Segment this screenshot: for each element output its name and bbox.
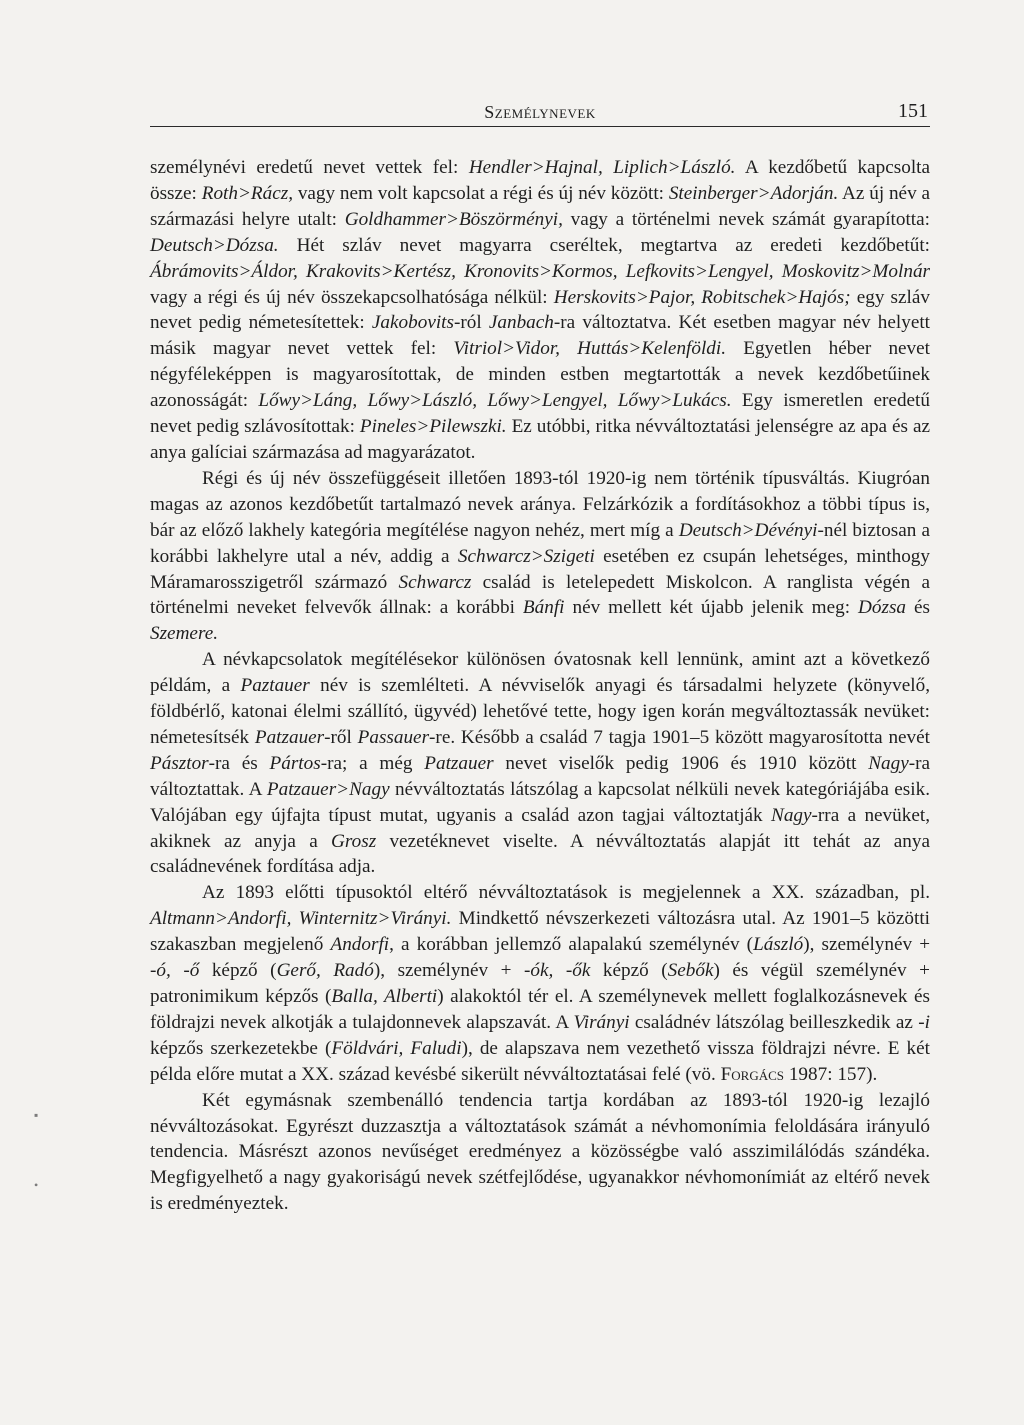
italic-name-example: -i — [918, 1011, 930, 1033]
italic-name-example: Patzauer — [254, 726, 325, 748]
text-run: Mindkettő névszerkezeti változásra utal. Az 1901–5 közötti szakaszban megjelenő — [150, 908, 930, 956]
running-head — [150, 100, 930, 127]
italic-name-example: Gerő, Radó — [276, 960, 374, 982]
italic-name-example: Altmann>Andorfi, Winternitz>Virányi. — [150, 908, 452, 930]
text-run: képző ( — [199, 960, 277, 982]
text-run: ) és végül személynév + patronimikum képzős ( — [150, 960, 931, 1007]
italic-name-example: Nagy — [868, 752, 909, 774]
text-run: , a korábban jellemző alapalakú személynév ( — [389, 934, 754, 956]
text-run: család is letelepedett Miskolcon. A ranglista végén a történelmi neveket felvevők állnak: a korábbi — [150, 571, 930, 619]
italic-name-example: Pártos — [269, 752, 321, 774]
italic-name-example: Vitriol>Vidor, Huttás>Kelenföldi. — [453, 338, 727, 360]
text-run: családnév látszólag beilleszkedik az — [629, 1011, 919, 1033]
italic-name-example: Herskovits>Pajor, Robitschek>Hajós; — [553, 286, 851, 308]
text-run: ), személynév + — [373, 960, 525, 982]
text-run: -ra változtattak. A — [150, 752, 931, 800]
text-run: -ra változtatva. Két esetben magyar név helyett másik magyar nevet vettek fel: — [150, 312, 930, 360]
text-run: ), személynév + — [803, 934, 931, 956]
text-run: név is szemlélteti. A névviselők anyagi és társadalmi helyzete (könyvelő, földbérlő, katonai élelmi szállító, ügyvéd) lehetővé tette, hogy igen korán megváltoztassák nevüket: németesítsék — [150, 675, 930, 748]
italic-name-example: László — [753, 934, 804, 956]
italic-name-example: Schwarcz — [398, 571, 472, 593]
paragraph — [150, 466, 930, 647]
text-run: A névkapcsolatok megítélésekor különösen óvatosnak kell lennünk, amint azt a következő példám, a — [150, 649, 930, 697]
text-run: személynévi eredetű nevet vettek fel: — [150, 157, 469, 178]
italic-name-example: Lőwy>Láng, Lőwy>László, Lőwy>Lengyel, Lőwy>Lukács. — [258, 390, 732, 412]
text-run: Régi és új név összefüggéseit illetően 1893-tól 1920-ig nem történik típusváltás. Kiugróan magas az azonos kezdőbetűt tartalmazó nevek aránya. Felzárkózik a fordításokhoz a többi típus is, bár az előző lakhely kategória megítélése nagyon nehéz, mert míg a — [150, 467, 930, 541]
text-run: A kezdőbetű kapcsolta össze: — [150, 157, 931, 204]
text-run: vezetéknevet viselte. A névváltoztatás alapját itt tehát az anya családnevének fordítása adja. — [150, 830, 930, 878]
text-run: névváltoztatás látszólag a kapcsolat nélküli nevek kategóriájába esik. Valójában egy újfajta típust mutat, ugyanis a család azon tagjai változtatják — [150, 778, 930, 826]
text-run: -rra a nevüket, akiknek az anyja a — [150, 804, 930, 852]
italic-name-example: Balla, Alberti — [331, 986, 438, 1007]
text-run: Ez utóbbi, ritka névváltoztatási jelenségre az apa és az anya galíciai származása ad magyarázatot. — [150, 416, 930, 463]
page-number: 151 — [898, 100, 928, 122]
italic-name-example: Szemere. — [150, 623, 219, 645]
italic-name-example: Andorfi — [330, 934, 390, 956]
text-run: képző ( — [590, 960, 668, 982]
text-run: nevet viselők pedig 1906 és 1910 között — [493, 752, 869, 774]
italic-name-example: Grosz — [331, 830, 377, 852]
italic-name-example: Hendler>Hajnal, Liplich>László. — [468, 157, 736, 178]
text-run: név mellett két újabb jelenik meg: — [564, 597, 859, 619]
scan-speck: ▪ — [34, 1108, 39, 1122]
text-run: -ről — [324, 726, 358, 748]
text-run: képzős szerkezetekbe ( — [150, 1037, 332, 1059]
italic-name-example: Steinberger>Adorján. — [668, 182, 839, 204]
text-run: vagy a régi és új név összekapcsolhatósága nélkül: — [150, 286, 554, 308]
author-citation: Forgács — [720, 1063, 785, 1085]
italic-name-example: Deutsch>Dózsa. — [150, 234, 279, 256]
paragraph — [150, 1088, 930, 1218]
text-run: egy szláv nevet pedig németesítettek: — [150, 286, 930, 334]
italic-name-example: Bánfi — [522, 597, 565, 619]
italic-name-example: Pásztor — [150, 752, 209, 774]
italic-name-example: Patzauer — [424, 752, 494, 774]
text-run: Hét szláv nevet magyarra cseréltek, megtartva az eredeti kezdőbetűt: — [278, 234, 930, 256]
italic-name-example: Sebők — [667, 960, 714, 982]
text-run: Két egymásnak szembenálló tendencia tartja kordában az 1893-tól 1920-ig lezajló névváltozásokat. Egyrészt duzzasztja a változtatások számát a névhomonímia feloldására irányuló tendencia. Másrészt azonos nevűséget eredményez a közösségbe való asszimilálódás szándéka. Megfigyelhető a nagy gyakoriságú nevek szétfejlődése, ugyanakkor névhomonímiát az eltérő nevek is eredményeztek. — [150, 1089, 930, 1215]
body-text — [150, 155, 930, 1217]
italic-name-example: Roth>Rácz, — [201, 182, 293, 204]
text-run: -nél biztosan a korábbi lakhelyre utal a név, addig a — [150, 519, 931, 567]
text-run: ) alakoktól tér el. A személynevek mellett foglalkozásnevek és földrajzi nevek alkotják a tulajdonnevek alapszavát. A — [150, 986, 930, 1033]
scan-speck: • — [34, 1178, 39, 1192]
text-run: vagy nem volt kapcsolat a régi és új név között: — [293, 182, 669, 204]
italic-name-example: Ábrámovits>Áldor, Krakovits>Kertész, Kronovits>Kormos, Lefkovits>Lengyel, Moskovitz>Molnár — [150, 260, 930, 282]
italic-name-example: Jakobovits — [371, 312, 454, 334]
paragraph — [150, 155, 930, 466]
text-run: -ra; a még — [320, 752, 425, 774]
italic-name-example: Schwarcz>Szigeti — [457, 545, 595, 567]
italic-name-example: Passauer — [357, 726, 430, 748]
italic-name-example: Deutsch>Dévényi — [678, 519, 818, 541]
italic-name-example: -ó, -ő — [150, 960, 200, 982]
paragraph — [150, 880, 930, 1087]
running-head-title: Személynevek — [484, 102, 596, 122]
text-run: vagy a történelmi nevek számát gyarapította: — [562, 208, 930, 230]
italic-name-example: Virányi — [573, 1011, 630, 1033]
italic-name-example: Pineles>Pilewszki. — [359, 416, 507, 438]
italic-name-example: Janbach — [488, 312, 554, 334]
text-run: 1987: 157). — [784, 1063, 878, 1085]
page — [150, 100, 930, 1217]
text-run: esetében ez csupán lehetséges, minthogy Máramarosszigetről származó — [150, 545, 930, 593]
text-run: -ra és — [208, 752, 270, 774]
text-run: Egyetlen héber nevet négyféleképpen is magyarosítottak, de minden estben megtartották a nevek kezdőbetűinek azonosságát: — [150, 338, 930, 412]
paragraph — [150, 647, 930, 880]
italic-name-example: Patzauer>Nagy — [266, 778, 390, 800]
text-run: Egy ismeretlen eredetű nevet pedig szlávosítottak: — [150, 390, 930, 438]
text-run: -re. Később a család 7 tagja 1901–5 között magyarosította nevét — [429, 726, 930, 748]
text-run: és — [906, 597, 931, 619]
text-run: -ról — [453, 312, 489, 334]
italic-name-example: Goldhammer>Böszörményi, — [344, 208, 563, 230]
text-run: ), de alapszava nem vezethető vissza földrajzi névre. E két példa előre mutat a XX. század kevésbé sikerült névváltoztatásai felé (vö. — [150, 1037, 930, 1085]
italic-name-example: -ók, -ők — [524, 960, 591, 982]
italic-name-example: Dózsa — [858, 597, 907, 619]
italic-name-example: Nagy — [771, 804, 812, 826]
text-run: Az új név a származási helyre utalt: — [150, 182, 930, 230]
italic-name-example: Paztauer — [240, 675, 310, 697]
text-run: Az 1893 előtti típusoktól eltérő névváltoztatások is megjelennek a XX. században, pl. — [202, 882, 930, 904]
italic-name-example: Földvári, Faludi — [331, 1037, 462, 1059]
